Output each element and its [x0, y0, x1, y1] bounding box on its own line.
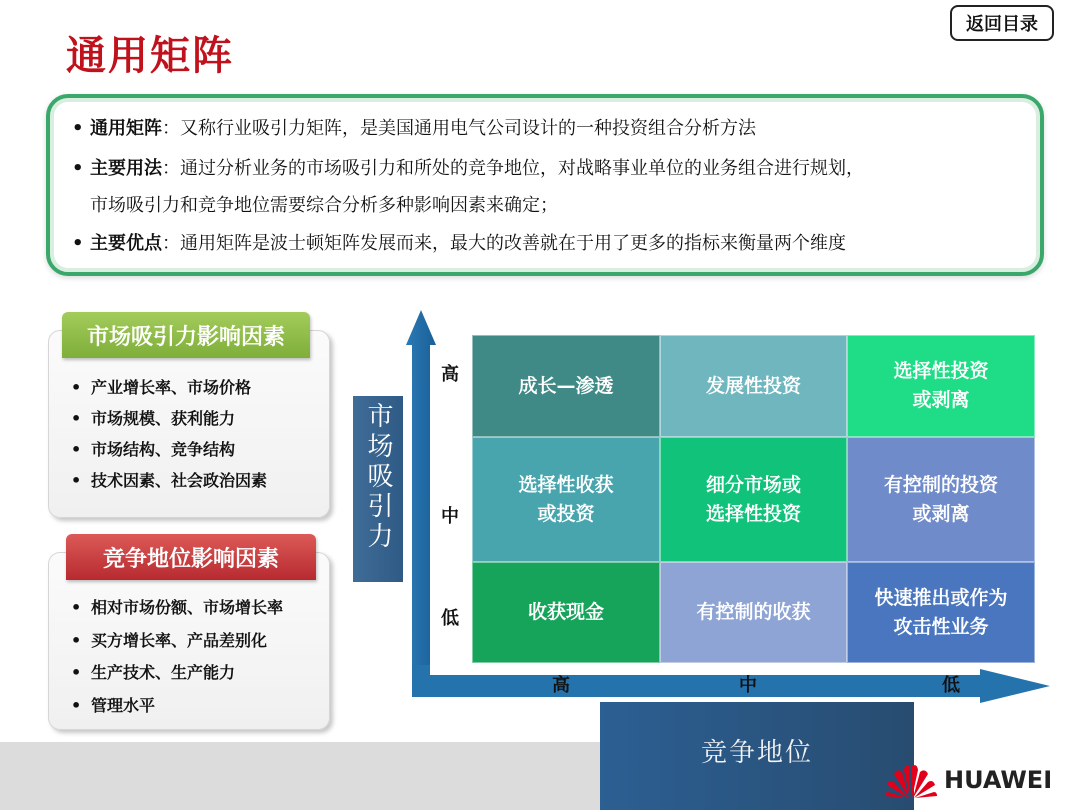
market-factor-item: • 产业增长率、市场价格	[71, 375, 251, 398]
back-to-contents-button[interactable]: 返回目录	[950, 5, 1054, 41]
intro-term: 主要优点	[90, 233, 162, 254]
matrix-cell-low-mid: 有控制的收获	[660, 562, 847, 663]
competition-factor-item: • 相对市场份额、市场增长率	[71, 595, 283, 618]
x-tick-high: 高	[552, 675, 570, 696]
intro-item	[72, 117, 756, 141]
market-factors-title: 市场吸引力影响因素	[62, 312, 310, 358]
x-axis-label: 竞争地位	[700, 738, 813, 768]
intro-text: ：通过分析业务的市场吸引力和所处的竞争地位，对战略事业单位的业务组合进行规划，	[162, 158, 864, 179]
matrix-cell-mid-low: 有控制的投资 或剥离	[847, 437, 1035, 562]
y-tick-high: 高	[441, 364, 459, 385]
y-axis-label: 市场吸引力	[363, 402, 393, 552]
matrix-cell-high-low: 选择性投资 或剥离	[847, 335, 1035, 437]
x-tick-low: 低	[942, 675, 960, 696]
intro-item	[72, 157, 864, 181]
market-factor-item: • 市场规模、获利能力	[71, 406, 235, 429]
huawei-brand-text: HUAWEI	[944, 766, 1053, 794]
competition-factor-item: • 管理水平	[71, 693, 155, 716]
bullet-icon: •	[72, 158, 84, 179]
bullet-icon: •	[72, 233, 84, 254]
competition-factor-item: • 买方增长率、产品差别化	[71, 628, 267, 651]
market-factor-item: • 技术因素、社会政治因素	[71, 468, 267, 491]
intro-text: ：通用矩阵是波士顿矩阵发展而来，最大的改善就在于用了更多的指标来衡量两个维度	[162, 233, 846, 254]
x-tick-mid: 中	[739, 675, 757, 696]
market-factors-card	[48, 330, 330, 518]
y-tick-low: 低	[441, 608, 459, 629]
intro-term: 主要用法	[90, 158, 162, 179]
market-factor-item: • 市场结构、竞争结构	[71, 437, 235, 460]
intro-item	[72, 232, 846, 256]
matrix-cell-low-high: 收获现金	[472, 562, 660, 663]
y-axis-label-box	[353, 396, 403, 582]
page-title: 通用矩阵	[66, 33, 234, 79]
matrix-cell-high-mid: 发展性投资	[660, 335, 847, 437]
competition-factors-title: 竞争地位影响因素	[66, 534, 316, 580]
intro-text: ：又称行业吸引力矩阵，是美国通用电气公司设计的一种投资组合分析方法	[162, 118, 756, 139]
competition-factor-item: • 生产技术、生产能力	[71, 660, 235, 683]
intro-box	[46, 94, 1044, 276]
x-axis-label-box	[600, 702, 914, 810]
matrix-cell-mid-mid: 细分市场或 选择性投资	[660, 437, 847, 562]
intro-continuation: 市场吸引力和竞争地位需要综合分析多种影响因素来确定；	[90, 195, 558, 216]
y-axis-arrow	[406, 310, 436, 685]
intro-term: 通用矩阵	[90, 118, 162, 139]
matrix-cell-high-high: 成长—渗透	[472, 335, 660, 437]
bullet-icon: •	[72, 118, 84, 139]
matrix-cell-low-low: 快速推出或作为 攻击性业务	[847, 562, 1035, 663]
matrix-cell-mid-high: 选择性收获 或投资	[472, 437, 660, 562]
huawei-logo-icon	[884, 760, 938, 800]
y-tick-mid: 中	[441, 506, 459, 527]
